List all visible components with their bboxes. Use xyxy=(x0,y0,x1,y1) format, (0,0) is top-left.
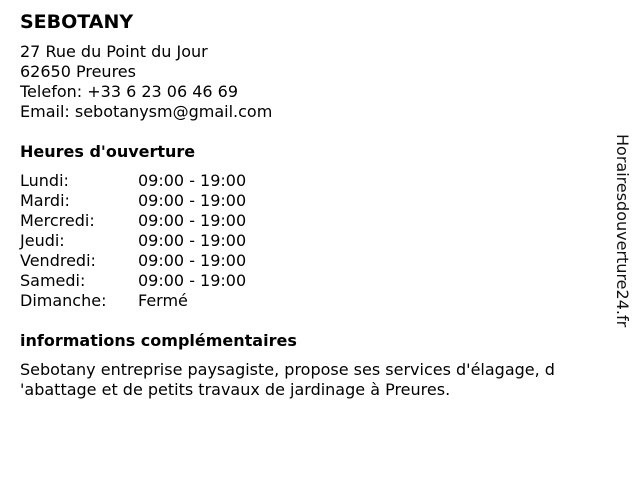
day-label: Dimanche: xyxy=(20,291,107,310)
business-card xyxy=(20,10,610,400)
day-label: Lundi: xyxy=(20,171,69,190)
day-label: Vendredi: xyxy=(20,251,96,270)
hours-row-samedi xyxy=(20,271,610,291)
time-range: 09:00 - 19:00 xyxy=(138,231,247,250)
address-line-2: 62650 Preures xyxy=(20,62,136,81)
time-range: 09:00 - 19:00 xyxy=(138,271,247,290)
day-label: Samedi: xyxy=(20,271,86,290)
day-label: Jeudi: xyxy=(20,231,65,250)
business-name: SEBOTANY xyxy=(20,11,134,33)
time-range: Fermé xyxy=(138,291,188,310)
address-line-1: 27 Rue du Point du Jour xyxy=(20,42,208,61)
site-watermark xyxy=(613,134,633,374)
hours-row-jeudi xyxy=(20,231,610,251)
hours-row-dimanche xyxy=(20,291,610,311)
day-label: Mercredi: xyxy=(20,211,95,230)
additional-info-heading: informations complémentaires xyxy=(20,331,297,350)
hours-row-vendredi xyxy=(20,251,610,271)
time-range: 09:00 - 19:00 xyxy=(138,171,247,190)
hours-row-lundi xyxy=(20,171,610,191)
time-range: 09:00 - 19:00 xyxy=(138,191,247,210)
hours-row-mardi xyxy=(20,191,610,211)
hours-row-mercredi xyxy=(20,211,610,231)
phone-number: Telefon: +33 6 23 06 46 69 xyxy=(20,82,239,101)
watermark-text: Horairesdouverture24.fr xyxy=(613,134,632,328)
day-label: Mardi: xyxy=(20,191,70,210)
opening-hours-table xyxy=(20,171,610,311)
time-range: 09:00 - 19:00 xyxy=(138,211,247,230)
business-description: Sebotany entreprise paysagiste, propose ses services d'élagage, d 'abattage et de petits travaux de jardinage à Preures. xyxy=(20,360,555,399)
opening-hours-heading: Heures d'ouverture xyxy=(20,142,196,161)
time-range: 09:00 - 19:00 xyxy=(138,251,247,270)
email-address: Email: sebotanysm@gmail.com xyxy=(20,102,273,121)
